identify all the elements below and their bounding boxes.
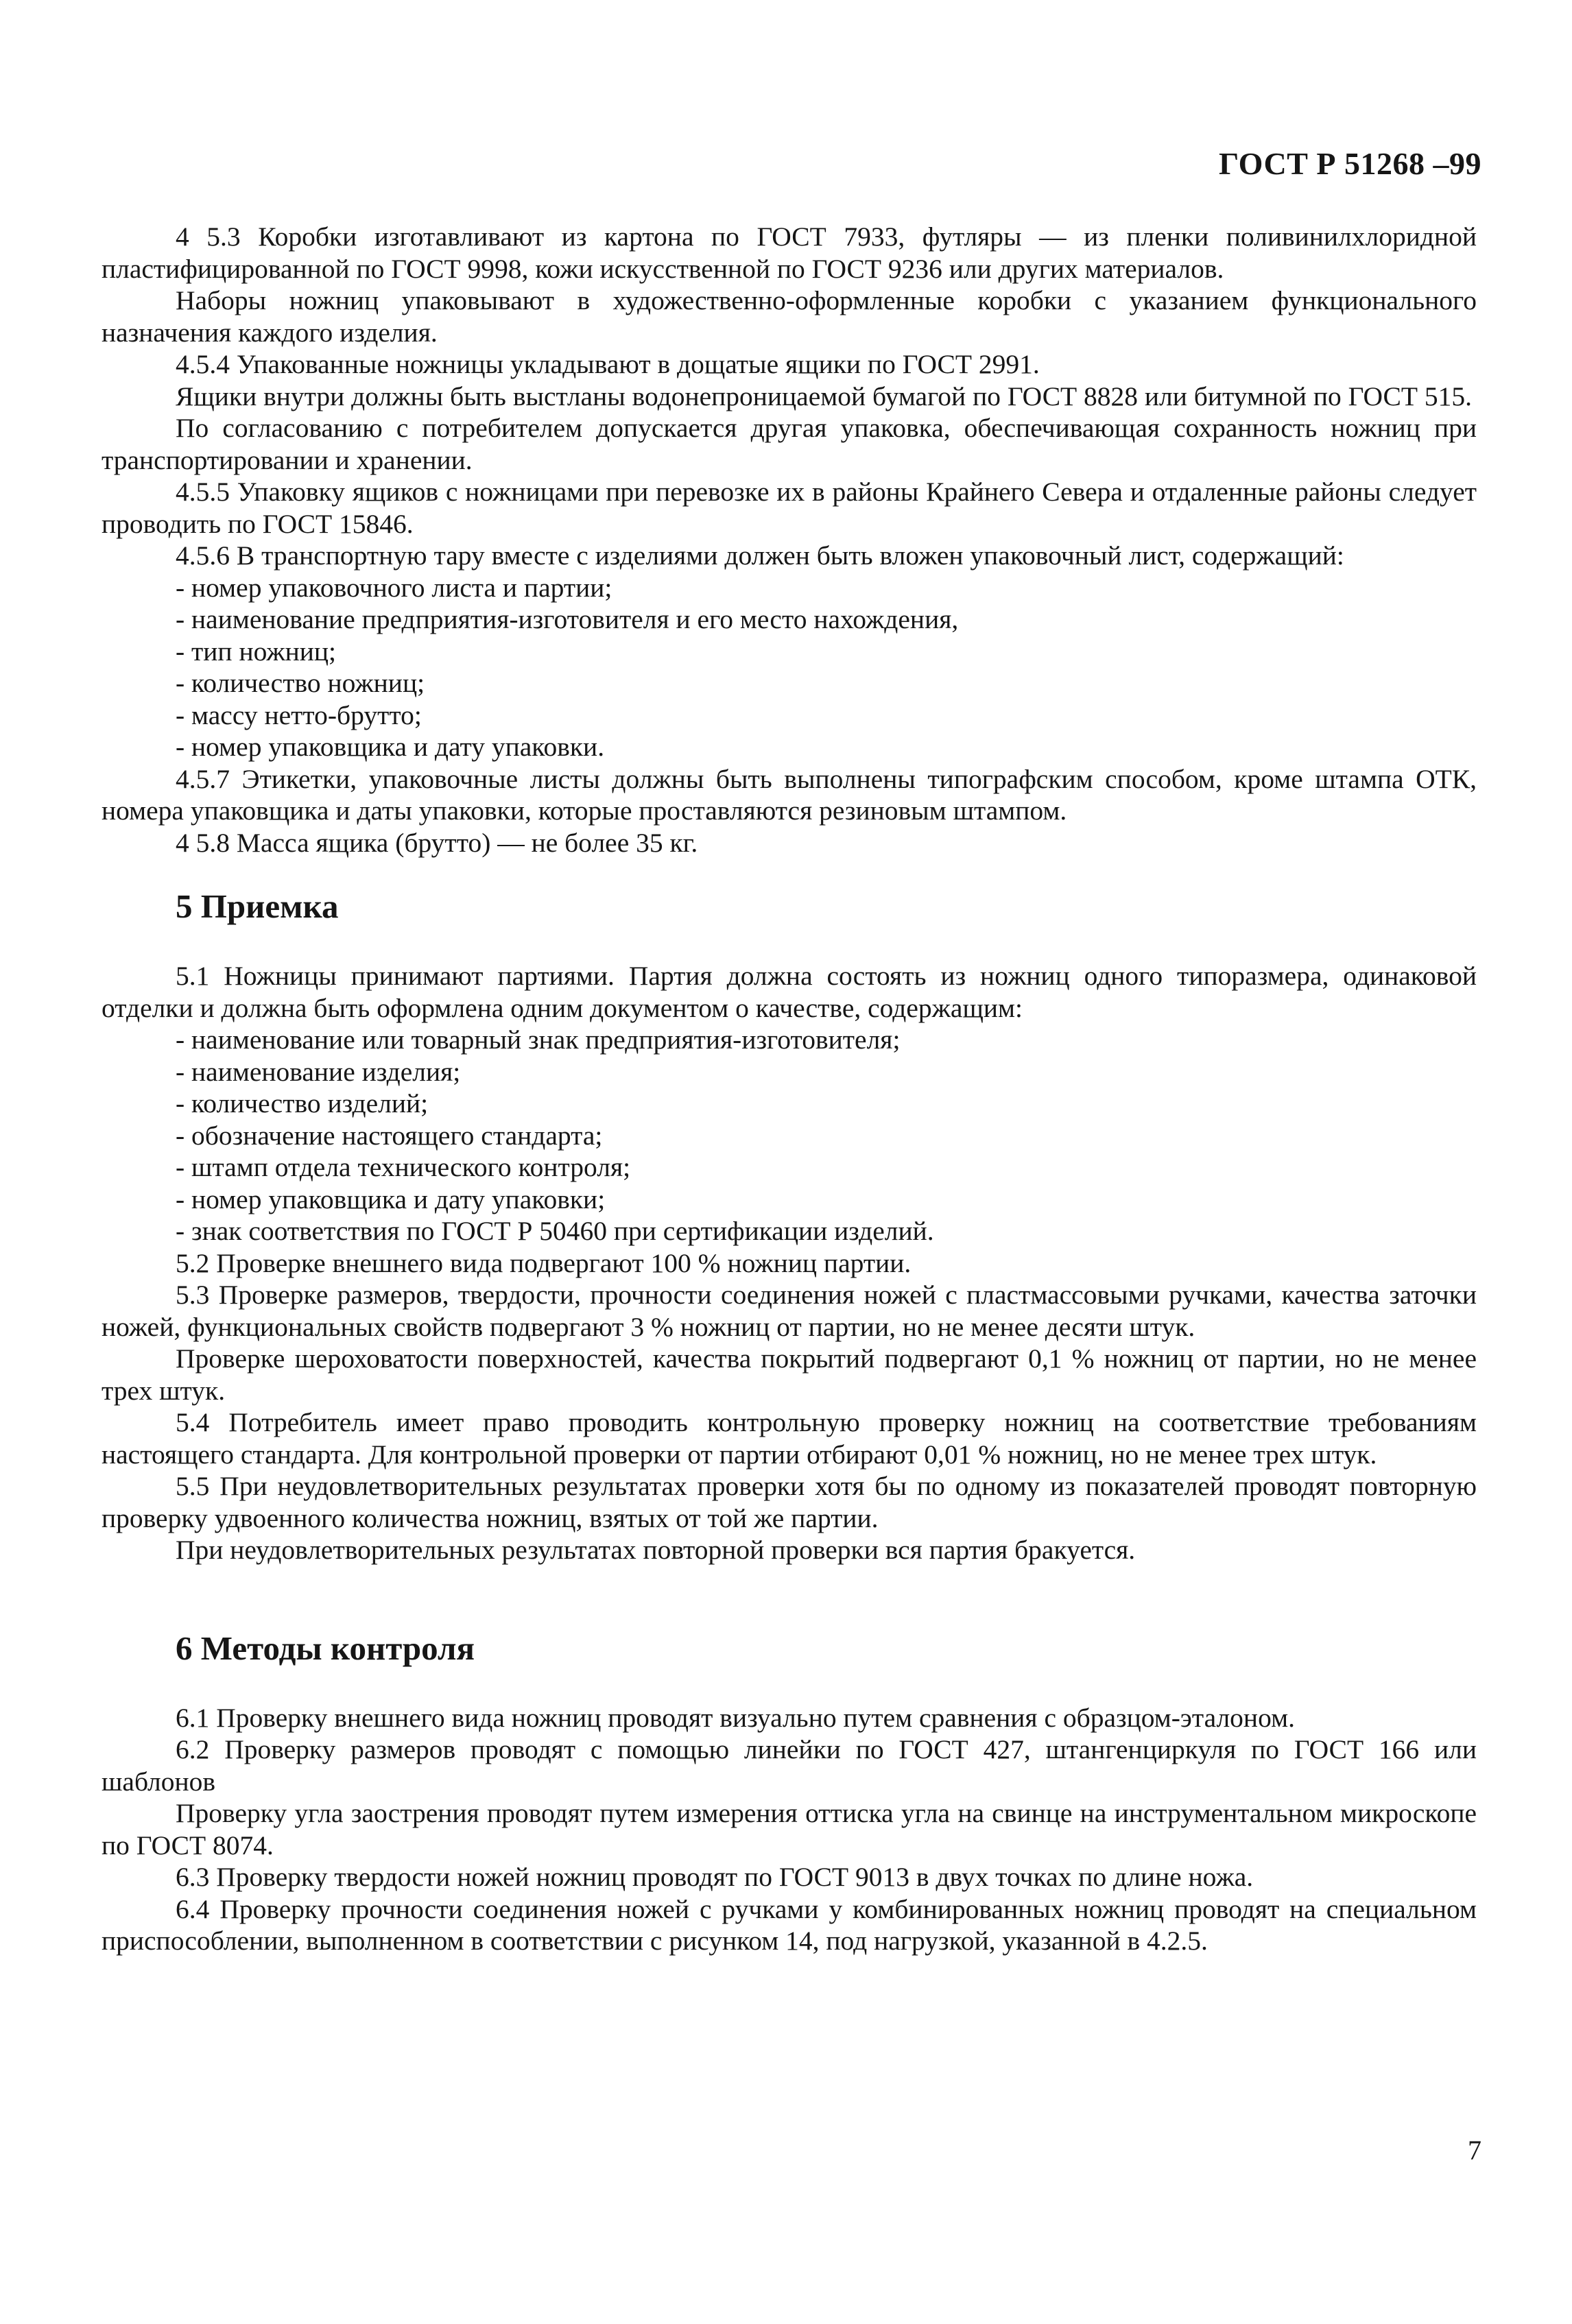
paragraph-batch-rejection: При неудовлетворительных результатах повторной проверки вся партия бракуется. <box>176 1535 1136 1565</box>
list-item: - наименование или товарный знак предприятия-изготовителя; <box>176 1025 901 1055</box>
paragraph-5-3: 5.3 Проверке размеров, твердости, прочности соединения ножей с пластмассовыми ручками, качества заточки ножей, функциональных свойств подвергают 3 % ножниц от партии, но не менее десяти штук. <box>102 1280 1477 1342</box>
page-body <box>102 221 1477 1957</box>
paragraph-6-4: 6.4 Проверку прочности соединения ножей с ручками у комбинированных ножниц проводят на специальном приспособлении, выполненном в соответствии с рисунком 14, под нагрузкой, указанной в 4.2.5. <box>102 1893 1477 1956</box>
quality-document-contents <box>102 1024 1477 1247</box>
paragraph-sharpening-angle: Проверку угла заострения проводят путем измерения оттиска угла на свинце на инструментальном микроскопе по ГОСТ 8074. <box>102 1798 1477 1860</box>
page-number: 7 <box>1468 2135 1481 2166</box>
list-item: - количество ножниц; <box>176 668 425 698</box>
list-item: - массу нетто-брутто; <box>176 699 422 730</box>
paragraph-other-packaging: По согласованию с потребителем допускается другая упаковка, обеспечивающая сохранность ножниц при транспортировании и хранении. <box>102 413 1477 475</box>
list-item: - номер упаковщика и дату упаковки. <box>176 732 605 762</box>
list-item: - номер упаковщика и дату упаковки; <box>176 1184 606 1214</box>
section-heading-6: 6 Методы контроля <box>176 1629 475 1667</box>
list-item: - количество изделий; <box>176 1088 429 1118</box>
list-item: - наименование изделия; <box>176 1056 461 1087</box>
paragraph-4-5-8: 4 5.8 Масса ящика (брутто) — не более 35 кг. <box>176 827 698 858</box>
paragraph-4-5-3: 4 5.3 Коробки изготавливают из картона по ГОСТ 7933, футляры — из пленки поливинилхлоридной пластифицированной по ГОСТ 9998, кожи искусственной по ГОСТ 9236 или других материалов. <box>102 221 1477 284</box>
paragraph-6-3: 6.3 Проверку твердости ножей ножниц проводят по ГОСТ 9013 в двух точках по длине ножа. <box>176 1862 1254 1892</box>
list-item: - знак соответствия по ГОСТ Р 50460 при сертификации изделий. <box>176 1216 934 1246</box>
paragraph-sets-packaging: Наборы ножниц упаковывают в художественно-оформленные коробки с указанием функционального назначения каждого изделия. <box>102 285 1477 348</box>
list-item: - тип ножниц; <box>176 636 337 667</box>
paragraph-6-2: 6.2 Проверку размеров проводят с помощью линейки по ГОСТ 427, штангенциркуля по ГОСТ 166 или шаблонов <box>102 1734 1477 1797</box>
paragraph-5-2: 5.2 Проверке внешнего вида подвергают 100 % ножниц партии. <box>176 1247 912 1278</box>
paragraph-4-5-7: 4.5.7 Этикетки, упаковочные листы должны быть выполнены типографским способом, кроме штампа ОТК, номера упаковщика и даты упаковки, которые проставляются резиновым штампом. <box>102 763 1477 826</box>
paragraph-5-4: 5.4 Потребитель имеет право проводить контрольную проверку ножниц на соответствие требованиям настоящего стандарта. Для контрольной проверки от партии отбирают 0,01 % ножниц, но не менее трех штук. <box>102 1407 1477 1470</box>
paragraph-5-5: 5.5 При неудовлетворительных результатах проверки хотя бы по одному из показателей проводят повторную проверку удвоенного количества ножниц, взятых от той же партии. <box>102 1471 1477 1533</box>
paragraph-roughness-check: Проверке шероховатости поверхностей, качества покрытий подвергают 0,1 % ножниц от партии, но не менее трех штук. <box>102 1343 1477 1406</box>
paragraph-4-5-5: 4.5.5 Упаковку ящиков с ножницами при перевозке их в районы Крайнего Севера и отдаленные районы следует проводить по ГОСТ 15846. <box>102 477 1477 539</box>
list-item: - наименование предприятия-изготовителя и его место нахождения, <box>176 604 959 634</box>
paragraph-4-5-6: 4.5.6 В транспортную тару вместе с изделиями должен быть вложен упаковочный лист, содержащий: <box>176 540 1344 571</box>
list-item: - штамп отдела технического контроля; <box>176 1152 631 1182</box>
packing-list-contents <box>102 572 1477 763</box>
list-item: - номер упаковочного листа и партии; <box>176 572 612 603</box>
section-heading-5: 5 Приемка <box>176 887 339 925</box>
paragraph-6-1: 6.1 Проверку внешнего вида ножниц проводят визуально путем сравнения с образцом-эталоном. <box>176 1702 1295 1733</box>
paragraph-boxes-lining: Ящики внутри должны быть выстланы водонепроницаемой бумагой по ГОСТ 8828 или битумной по ГОСТ 515. <box>176 381 1472 411</box>
document-code-header: ГОСТ Р 51268 –99 <box>1219 146 1481 181</box>
list-item: - обозначение настоящего стандарта; <box>176 1120 603 1151</box>
paragraph-4-5-4: 4.5.4 Упакованные ножницы укладывают в дощатые ящики по ГОСТ 2991. <box>176 349 1040 379</box>
paragraph-5-1: 5.1 Ножницы принимают партиями. Партия должна состоять из ножниц одного типоразмера, одинаковой отделки и должна быть оформлена одним документом о качестве, содержащим: <box>102 961 1477 1023</box>
